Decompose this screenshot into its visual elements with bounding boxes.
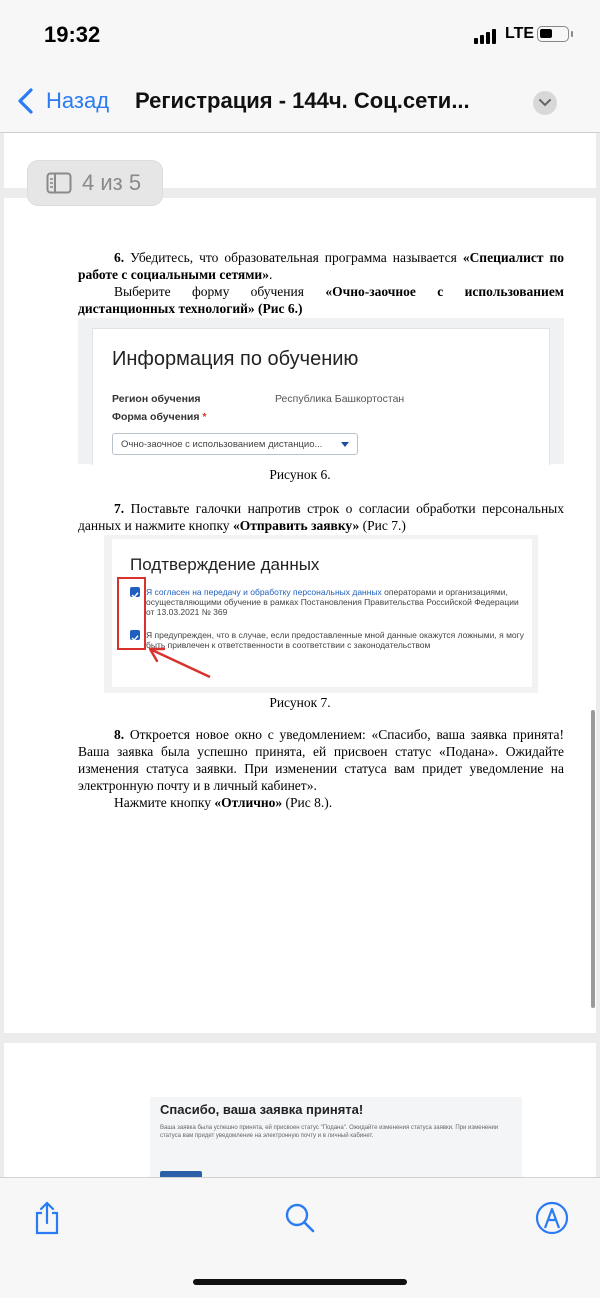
card-title: Подтверждение данных	[130, 555, 320, 574]
figure-6-caption: Рисунок 6.	[269, 467, 331, 482]
markup-icon	[535, 1201, 569, 1235]
figure-8	[150, 1097, 522, 1177]
back-label: Назад	[46, 88, 110, 113]
step-text: Нажмите кнопку	[114, 795, 215, 810]
success-text: Ваша заявка была успешно принята, ей присвоен статус "Подана". Ожидайте изменения статуса заявки. При изменении статуса вам придет уведомление на электронную почту и в личный кабинет.	[160, 1125, 499, 1139]
back-button[interactable]	[16, 84, 109, 118]
ok-button-name: «Отлично»	[214, 795, 283, 810]
home-indicator[interactable]	[193, 1279, 407, 1285]
step-number: 8.	[114, 727, 125, 742]
step-text: Убедитесь, что образовательная программа называется	[124, 250, 463, 265]
step-text: Поставьте галочки напротив строк о согласии обработки персональных данных и нажмите кнопку	[78, 501, 564, 533]
region-value: Республика Башкортостан	[275, 393, 405, 405]
title-menu-button[interactable]	[533, 91, 557, 115]
page-title: Регистрация - 144ч. Соц.сети...	[135, 88, 470, 113]
battery-icon	[537, 26, 569, 42]
dropdown-arrow-icon	[341, 442, 349, 447]
share-button[interactable]	[27, 1198, 67, 1238]
figure-6	[78, 318, 564, 464]
step-6-paragraph	[78, 249, 564, 317]
markup-button[interactable]	[532, 1198, 572, 1238]
consent-text-1-body: операторами и организациями, осуществляющими обучение в рамках Постановления Правительства Российской Федерации от 13.03.2021 № 369	[146, 587, 519, 617]
status-bar	[0, 0, 600, 70]
status-time: 19:32	[44, 22, 101, 47]
navigation-bar	[0, 70, 600, 133]
study-form-value: Очно-заочное с использованием дистанцио...	[121, 438, 323, 450]
signal-icon	[474, 28, 500, 44]
step-text-end: (Рис 8.).	[282, 795, 333, 810]
submit-button-name: «Отправить заявку»	[232, 518, 360, 533]
success-title: Спасибо, ваша заявка принята!	[160, 1102, 364, 1117]
network-label: LTE	[505, 25, 535, 42]
form-label	[112, 411, 207, 423]
step-text-end: .	[268, 267, 273, 282]
program-name: «Специалист по работе с социальными сетями»	[78, 250, 564, 282]
consent-text-1	[146, 587, 526, 617]
page-counter[interactable]	[28, 161, 162, 205]
scroll-indicator[interactable]	[591, 710, 595, 1008]
step-text: Выберите форму обучения	[114, 284, 326, 299]
step-text-end: (Рис 7.)	[359, 518, 406, 533]
step-8-paragraph	[78, 726, 564, 811]
consent-link[interactable]: Я согласен на передачу и обработку персональных данных	[146, 587, 382, 597]
page-counter-label: 4 из 5	[82, 170, 142, 195]
study-form-name: «Очно-заочное с использованием дистанционных технологий» (Рис 6.)	[78, 284, 565, 316]
chevron-left-icon	[16, 87, 36, 115]
form-label-text: Форма обучения	[112, 411, 200, 423]
red-arrow-icon	[140, 640, 220, 682]
share-icon	[33, 1201, 61, 1235]
sidebar-icon	[46, 172, 72, 194]
required-mark: *	[202, 411, 207, 423]
step-7-paragraph	[78, 500, 564, 534]
study-form-select[interactable]	[112, 433, 358, 455]
education-info-card	[92, 328, 550, 465]
figure-7-caption: Рисунок 7.	[269, 695, 331, 710]
step-number: 7.	[114, 501, 125, 516]
chevron-down-icon	[539, 99, 551, 107]
search-button[interactable]	[280, 1198, 320, 1238]
step-number: 6.	[114, 250, 125, 265]
step-text: Откроется новое окно с уведомлением: «Спасибо, ваша заявка принята! Ваша заявка была успешно принята, ей присвоен статус «Подана». Ожидайте изменения статуса заявки. При изменении статуса вам придет уведомление на электронную почту и в личный кабинет».	[78, 727, 564, 793]
region-label: Регион обучения	[112, 393, 201, 405]
card-title: Информация по обучению	[112, 348, 359, 370]
consent-text-2: Я предупрежден, что в случае, если предоставленные мной данные окажутся ложными, я могу быть привлечен к ответственности в соответствии с законодательством	[146, 630, 524, 650]
search-icon	[284, 1202, 316, 1234]
